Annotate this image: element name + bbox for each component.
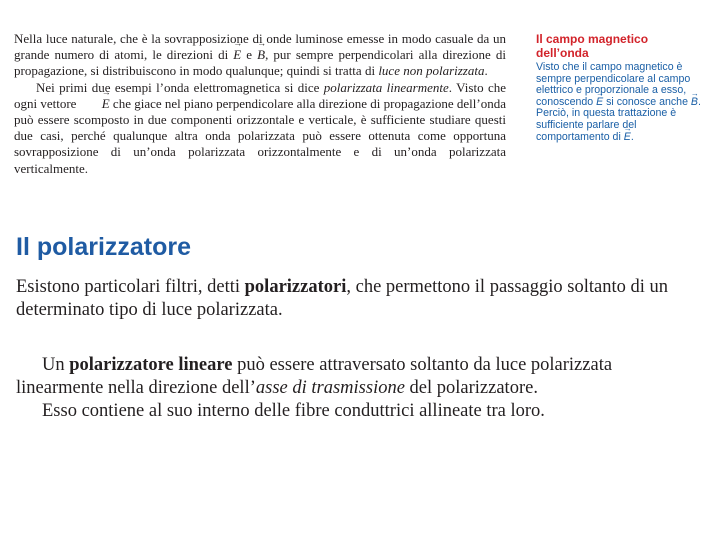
- paragraph-polarizers-intro: [16, 276, 702, 322]
- text-run: Visto che il campo magnetico è sempre perpendicolare al campo elettrico e proporzionale a esso, conoscendo: [536, 61, 691, 108]
- paragraph-natural-light: [14, 31, 506, 80]
- text-run: Nei primi due esempi l’onda elettromagnetica si dice: [36, 79, 324, 95]
- text-run: , che permettono il passaggio soltanto di un determinato tipo di luce polarizzata.: [16, 277, 668, 320]
- vector-e-symbol: → E: [596, 97, 603, 109]
- section-body: [16, 276, 702, 423]
- text-run: Un: [42, 355, 70, 375]
- sidebar-title-line: dell’onda: [536, 46, 589, 60]
- text-run: e: [241, 47, 258, 63]
- text-run: .: [630, 130, 634, 143]
- text-run: può essere attraversato soltanto da luce polarizzata linearmente nella direzione dell’: [16, 355, 613, 398]
- sidebar-title-line: Il campo magnetico: [536, 32, 649, 46]
- body-text-top: [14, 31, 506, 177]
- term-polarizers: polarizzatori: [244, 277, 347, 297]
- text-run: .: [484, 63, 488, 79]
- sidebar-note: [536, 32, 706, 143]
- text-run: , pur sempre perpendicolari alla direzione di propagazione, si distribuiscono in modo qualunque; quindi si tratta di: [14, 47, 506, 79]
- paragraph-conductive-fibers: Esso contiene al suo interno delle fibre conduttrici allineate tra loro.: [42, 401, 545, 421]
- text-run: che giace nel piano perpendicolare alla direzione di propagazione dell’onda può essere scomposto in due componenti orizzontale e verticale, è sufficiente studiare questi due casi, perché qualunque altra onda polarizzata può essere ottenuta come opportuna sovrapposizione di un’onda polarizzata orizzontalmente e di un’onda polarizzata verticalmente.: [14, 95, 506, 176]
- paragraph-linear-polarizer: [16, 354, 702, 400]
- text-run: Esistono particolari filtri, detti: [16, 277, 245, 297]
- sidebar-title: [536, 32, 706, 60]
- text-run: si conosce anche: [603, 95, 691, 108]
- vector-e-symbol: → E: [80, 96, 110, 112]
- text-run: . Visto che ogni vettore: [14, 79, 506, 111]
- vector-b-symbol: → B: [691, 97, 698, 109]
- paragraph-linear-polarization: [14, 80, 506, 177]
- term-linearly-polarized: polarizzata linearmente: [323, 79, 449, 95]
- sidebar-body: [536, 62, 706, 143]
- vector-e-symbol: → E: [233, 47, 241, 63]
- text-run: del polarizzatore.: [404, 378, 538, 398]
- section-heading: Il polarizzatore: [16, 233, 192, 261]
- term-linear-polarizer: polarizzatore lineare: [69, 355, 233, 375]
- vector-b-symbol: → B: [257, 47, 265, 63]
- text-run: Nella luce naturale, che è la sovrapposizione di onde luminose emesse in modo casuale da un grande numero di atomi, le direzioni di: [14, 31, 506, 63]
- term-transmission-axis: asse di trasmissione: [255, 378, 405, 398]
- text-run: . Perciò, in questa trattazione è sufficiente parlare del comportamento di: [536, 95, 701, 143]
- vector-e-symbol: → E: [624, 132, 631, 144]
- term-unpolarized-light: luce non polarizzata: [378, 63, 485, 79]
